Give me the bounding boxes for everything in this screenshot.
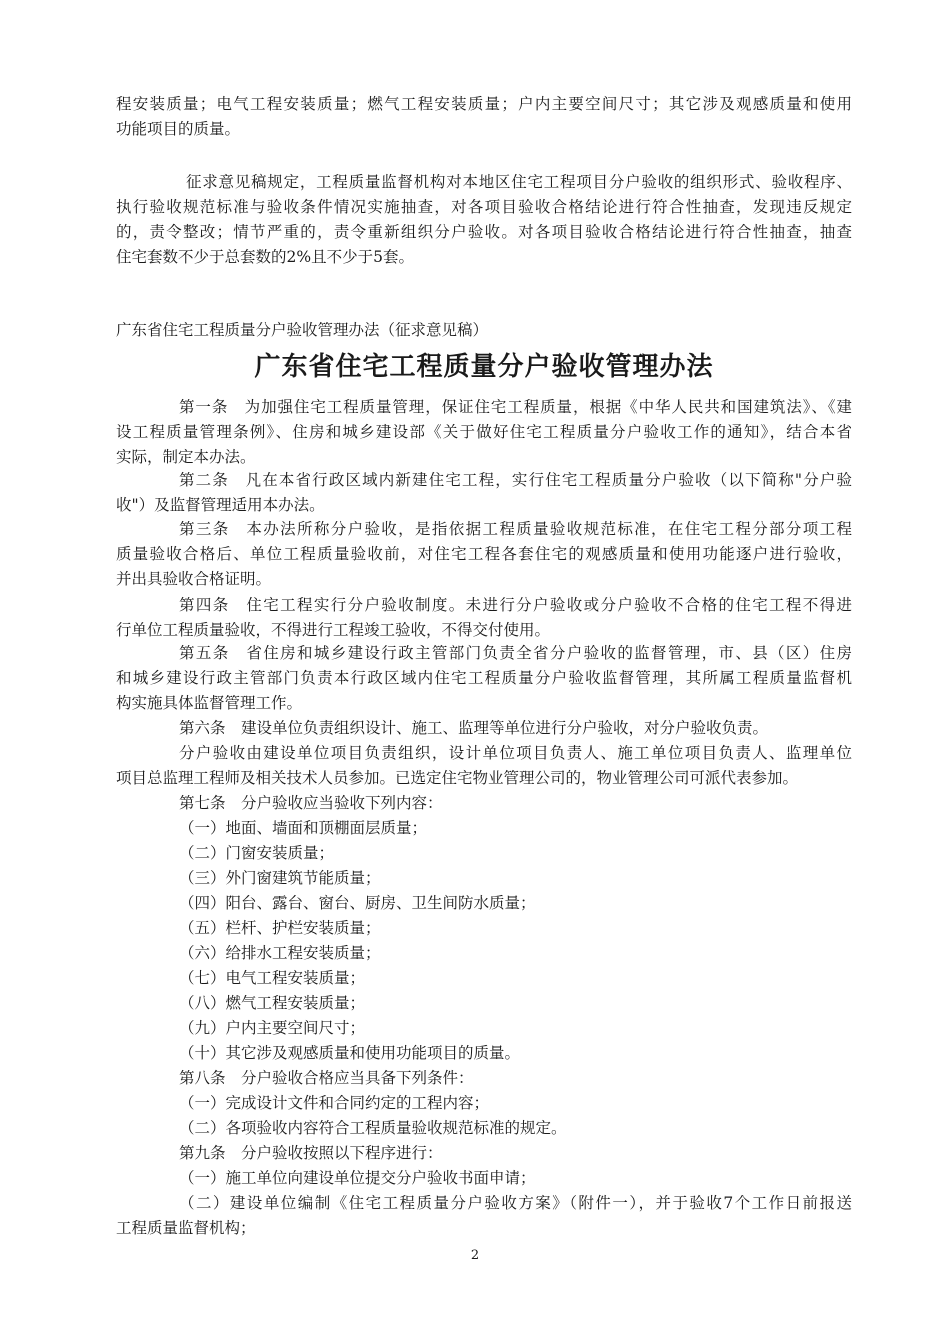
- document-title: 广东省住宅工程质量分户验收管理办法: [254, 352, 714, 382]
- text-line: 项目总监理工程师及相关技术人员参加。已选定住宅物业管理公司的，物业管理公司可派代表参加。: [116, 769, 799, 787]
- list-item: （二）门窗安装质量；: [179, 844, 335, 862]
- text-line: 第二条 凡在本省行政区域内新建住宅工程，实行住宅工程质量分户验收（以下简称"分户验: [179, 471, 852, 489]
- article-6-paragraph: [116, 741, 852, 791]
- text-line: 分户验收由建设单位项目负责组织，设计单位项目负责人、施工单位项目负责人、监理单位: [179, 744, 852, 762]
- text-line: 执行验收规范标准与验收条件情况实施抽查，对各项目验收合格结论进行符合性抽查，发现违反规定: [116, 198, 852, 216]
- text-line: 的，责令整改；情节严重的，责令重新组织分户验收。对各项目验收合格结论进行符合性抽查，抽查: [116, 223, 852, 241]
- article-4: [116, 593, 852, 643]
- list-item: （三）外门窗建筑节能质量；: [179, 869, 381, 887]
- text-line: 功能项目的质量。: [116, 120, 241, 138]
- text-line: 第五条 省住房和城乡建设行政主管部门负责全省分户验收的监督管理，市、县（区）住房: [179, 644, 852, 662]
- text-line: 设工程质量管理条例》、住房和城乡建设部《关于做好住宅工程质量分户验收工作的通知》，结合本省: [116, 423, 852, 441]
- text-line: 行单位工程质量验收，不得进行工程竣工验收，不得交付使用。: [116, 621, 551, 639]
- list-item: （八）燃气工程安装质量；: [179, 994, 366, 1012]
- text-line: 并出具验收合格证明。: [116, 570, 272, 588]
- article-5: [116, 641, 852, 716]
- text-line: 第九条 分户验收按照以下程序进行：: [179, 1144, 443, 1162]
- page-number: 2: [470, 1248, 480, 1263]
- text-line: 程安装质量；电气工程安装质量；燃气工程安装质量；户内主要空间尺寸；其它涉及观感质量和使用: [116, 95, 852, 113]
- document-caption: 广东省住宅工程质量分户验收管理办法（征求意见稿）: [116, 321, 489, 339]
- text-line: （二）建设单位编制《住宅工程质量分户验收方案》（附件一），并于验收7个工作日前报送: [179, 1194, 852, 1212]
- article-8: [116, 1066, 852, 1141]
- article-3: [116, 517, 852, 592]
- text-line: 第四条 住宅工程实行分户验收制度。未进行分户验收或分户验收不合格的住宅工程不得进: [179, 596, 852, 614]
- article-6: [116, 716, 852, 741]
- text-line: 第六条 建设单位负责组织设计、施工、监理等单位进行分户验收，对分户验收负责。: [179, 719, 769, 737]
- list-item: （五）栏杆、护栏安装质量；: [179, 919, 381, 937]
- list-item: （七）电气工程安装质量；: [179, 969, 366, 987]
- text-line: 实际，制定本办法。: [116, 448, 256, 466]
- text-line: 工程质量监督机构；: [116, 1219, 256, 1237]
- article-9-item-2: [116, 1191, 852, 1241]
- article-7: [116, 791, 852, 816]
- text-line: 构实施具体监督管理工作。: [116, 694, 303, 712]
- text-line: 第一条 为加强住宅工程质量管理，保证住宅工程质量，根据《中华人民共和国建筑法》、《建: [179, 398, 852, 416]
- summary-paragraph: [116, 170, 852, 270]
- continuation-paragraph: [116, 92, 852, 142]
- list-item: （六）给排水工程安装质量；: [179, 944, 381, 962]
- list-item: （二）各项验收内容符合工程质量验收规范标准的规定。: [179, 1119, 567, 1137]
- list-item: （十）其它涉及观感质量和使用功能项目的质量。: [179, 1044, 521, 1062]
- text-line: 第八条 分户验收合格应当具备下列条件：: [179, 1069, 474, 1087]
- text-line: 第三条 本办法所称分户验收，是指依据工程质量验收规范标准，在住宅工程分部分项工程: [179, 520, 852, 538]
- list-item: （九）户内主要空间尺寸；: [179, 1019, 366, 1037]
- text-line: 第七条 分户验收应当验收下列内容：: [179, 794, 443, 812]
- text-line: 和城乡建设行政主管部门负责本行政区域内住宅工程质量分户验收监督管理，其所属工程质量监督机: [116, 669, 852, 687]
- text-line: 征求意见稿规定，工程质量监督机构对本地区住宅工程项目分户验收的组织形式、验收程序、: [186, 173, 852, 191]
- list-item: （一）地面、墙面和顶棚面层质量；: [179, 819, 428, 837]
- article-9: [116, 1141, 852, 1191]
- article-2: [116, 468, 852, 518]
- list-item: （四）阳台、露台、窗台、厨房、卫生间防水质量；: [179, 894, 536, 912]
- text-line: 质量验收合格后、单位工程质量验收前，对住宅工程各套住宅的观感质量和使用功能逐户进行验收，: [116, 545, 852, 563]
- list-item: （一）完成设计文件和合同约定的工程内容；: [179, 1094, 490, 1112]
- text-line: 住宅套数不少于总套数的2%且不少于5套。: [116, 248, 414, 266]
- text-line: 收"）及监督管理适用本办法。: [116, 496, 325, 514]
- article-1: [116, 395, 852, 470]
- article-7-items: [116, 816, 852, 1066]
- list-item: （一）施工单位向建设单位提交分户验收书面申请；: [179, 1169, 536, 1187]
